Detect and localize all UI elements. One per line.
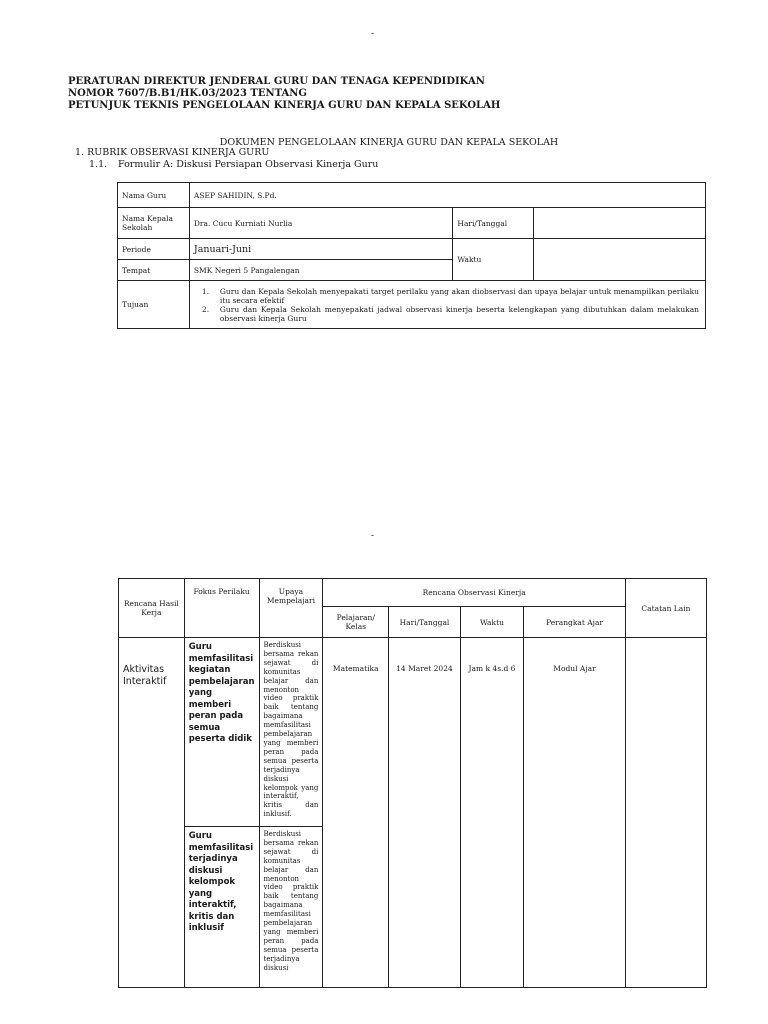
hari-value [534,208,706,239]
regulation-header [68,76,500,112]
header-pelajaran: Pelajaran/ Kelas [323,607,389,638]
header-line-2: NOMOR 7607/B.B1/HK.03/2023 TENTANG [68,88,307,99]
header-perangkat: Perangkat Ajar [524,607,626,638]
tujuan-item: 2. Guru dan Kepala Sekolah menyepakati jadwal observasi kinerja beserta kelengkapan yang dibutuhkan dalam melakukan observasi kinerja Guru [201,304,699,323]
page-dash-top: - [371,29,375,39]
header-catatan: Catatan Lain [625,579,706,638]
subsection-title: Formulir A: Diskusi Persiapan Observasi Kinerja Guru [118,159,379,170]
subsection-number: 1.1. [89,159,108,170]
periode-value: Januari-Juni [189,239,453,260]
waktu-value [534,239,706,281]
nama-guru-value: ASEP SAHIDIN, S.Pd. [189,183,705,208]
rencana-observasi-table [118,578,707,988]
section-heading [75,147,269,158]
waktu-label: Waktu [453,239,534,281]
header-hari: Hari/Tanggal [389,607,461,638]
tujuan-list [194,287,699,323]
document-title: DOKUMEN PENGELOLAAN KINERJA GURU DAN KEPALA SEKOLAH [219,137,559,148]
waktu-cell: Jam k 4s.d 6 [460,638,523,988]
header-waktu: Waktu [460,607,523,638]
tempat-label: Tempat [118,260,190,281]
header-rencana-hasil: Rencana Hasil Kerja [119,579,185,638]
header-rencana-observasi: Rencana Observasi Kinerja [323,579,626,607]
section-number: 1. [75,147,85,158]
fokus-cell: Guru memfasilitasi kegiatan pembelajaran yang memberi peran pada semua peserta didik [184,638,259,827]
header-line-1: PERATURAN DIREKTUR JENDERAL GURU DAN TENAGA KEPENDIDIKAN [68,76,485,87]
rencana-hasil-cell: Aktivitas Interaktif [119,638,185,988]
hari-label: Hari/Tanggal [453,208,534,239]
page-dash-mid: - [371,531,375,541]
tujuan-content [189,281,705,329]
header-upaya: Upaya Mempelajari [259,579,323,638]
tujuan-item: 1. Guru dan Kepala Sekolah menyepakati target perilaku yang akan diobservasi dan upaya belajar untuk menampilkan perilaku itu secara efektif [201,286,699,305]
header-line-3: PETUNJUK TEKNIS PENGELOLAAN KINERJA GURU DAN KEPALA SEKOLAH [68,100,501,111]
pelajaran-cell: Matematika [323,638,389,988]
periode-label: Periode [118,239,190,260]
upaya-cell: Berdiskusi bersama rekan sejawat di komunitas belajar dan menonton video praktik baik tentang bagaimana memfasilitasi pembelajaran yang memberi peran pada semua peserta terjadinya diskusi [259,827,323,988]
form-a-table [117,182,706,329]
upaya-cell: Berdiskusi bersama rekan sejawat di komunitas belajar dan menonton video praktik baik tentang bagaimana memfasilitasi pembelajaran yang memberi peran pada semua peserta terjadinya diskusi kelompok yang interaktif, kritis dan inklusif. [259,638,323,827]
perangkat-cell: Modul Ajar [524,638,626,988]
section-title: RUBRIK OBSERVASI KINERJA GURU [87,147,270,158]
tujuan-label: Tujuan [118,281,190,329]
hari-cell: 14 Maret 2024 [389,638,461,988]
tempat-value: SMK Negeri 5 Pangalengan [189,260,453,281]
nama-kepala-label: Nama Kepala Sekolah [118,208,190,239]
subsection-heading [89,159,378,170]
nama-kepala-value: Dra. Cucu Kurniati Nurlia [189,208,453,239]
catatan-cell [625,638,706,988]
nama-guru-label: Nama Guru [118,183,190,208]
header-fokus: Fokus Perilaku [184,579,259,638]
fokus-cell: Guru memfasilitasi terjadinya diskusi kelompok yang interaktif, kritis dan inklusif [184,827,259,988]
